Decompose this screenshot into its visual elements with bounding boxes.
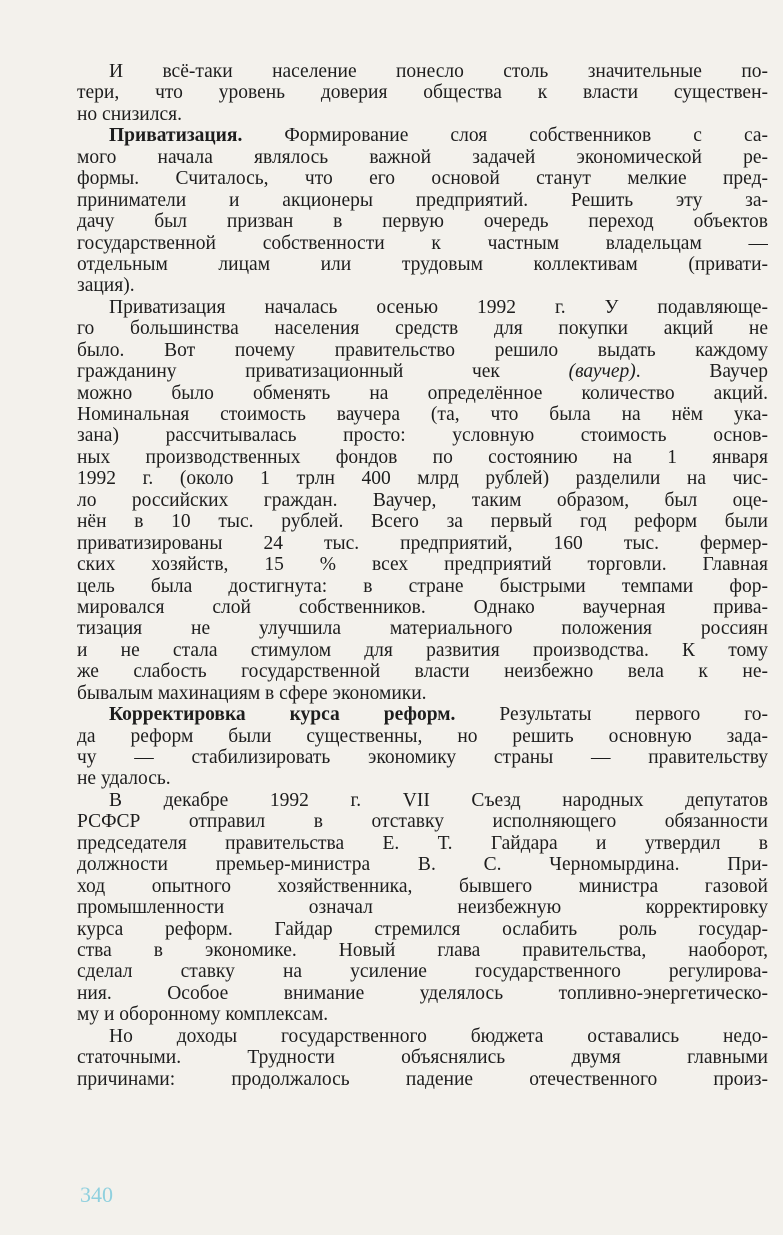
- text-line: [77, 404, 768, 425]
- text-run: цель была достигнута: в стране быстрыми темпами фор-: [77, 575, 768, 597]
- text-run: ло российских граждан. Ваучер, таким образом, был оце-: [77, 489, 768, 511]
- text-line: [77, 1047, 768, 1068]
- text-run: формы. Считалось, что его основой станут мелкие пред-: [77, 168, 768, 190]
- text-run: . Ваучер: [635, 361, 768, 383]
- text-line: [77, 233, 768, 254]
- section-heading: Корректировка курса реформ.: [109, 704, 456, 726]
- text-line: [77, 533, 768, 554]
- page-number: 340: [80, 1182, 113, 1207]
- text-line: [77, 747, 768, 768]
- italic-term: (ваучер): [568, 361, 636, 383]
- text-run: мировался слой собственников. Однако ваучерная прива-: [77, 596, 768, 618]
- text-line: [77, 919, 768, 940]
- text-run: отдельным лицам или трудовым коллективам (привати-: [77, 253, 768, 275]
- text-run: было. Вот почему правительство решило выдать каждому: [77, 339, 768, 361]
- text-run: зана) рассчитывалась просто: условную стоимость основ-: [77, 425, 768, 447]
- text-run: тери, что уровень доверия общества к власти существен-: [77, 82, 768, 104]
- text-line: [77, 768, 768, 789]
- text-line: [77, 833, 768, 854]
- text-run: го большинства населения средств для покупки акций не: [77, 318, 768, 340]
- text-line: [77, 511, 768, 532]
- text-line: [77, 1026, 768, 1047]
- text-line: [77, 190, 768, 211]
- text-run: не удалось.: [77, 768, 171, 790]
- text-run: мого начала являлось важной задачей экономической ре-: [77, 146, 768, 168]
- text-line: [77, 275, 768, 296]
- text-line: [77, 383, 768, 404]
- text-line: [77, 82, 768, 103]
- text-run: государственной собственности к частным владельцам —: [77, 232, 768, 254]
- text-run: курса реформ. Гайдар стремился ослабить роль государ-: [77, 918, 768, 940]
- body-text: [77, 61, 768, 1090]
- text-run: Приватизация началась осенью 1992 г. У подавляюще-: [109, 296, 768, 318]
- text-line: [77, 468, 768, 489]
- text-line: [77, 618, 768, 639]
- text-line: [77, 168, 768, 189]
- text-line: [77, 425, 768, 446]
- text-line: [77, 125, 768, 146]
- text-run: Номинальная стоимость ваучера (та, что была на нём ука-: [77, 404, 768, 425]
- text-run: приватизированы 24 тыс. предприятий, 160 тыс. фермер-: [77, 532, 768, 554]
- text-run: промышленности означал неизбежную корректировку: [77, 897, 768, 919]
- text-run: причинами: продолжалось падение отечественного произ-: [77, 1068, 768, 1090]
- text-line: [77, 726, 768, 747]
- text-run: Формирование слоя собственников с са-: [242, 125, 768, 147]
- text-run: В декабре 1992 г. VII Съезд народных депутатов: [109, 789, 768, 811]
- text-run: бывалым махинациям в сфере экономики.: [77, 682, 427, 704]
- text-run: можно было обменять на определённое количество акций.: [77, 382, 768, 404]
- text-line: [77, 554, 768, 575]
- text-line: [77, 876, 768, 897]
- text-run: чу — стабилизировать экономику страны — правительству: [77, 747, 768, 768]
- text-run: да реформ были существенны, но решить основную зада-: [77, 725, 768, 747]
- text-run: РСФСР отправил в отставку исполняющего обязанности: [77, 811, 768, 833]
- text-run: му и оборонному комплексам.: [77, 1004, 329, 1026]
- text-run: тизация не улучшила материального положения россиян: [77, 618, 768, 640]
- text-line: [77, 1004, 768, 1025]
- text-run: ства в экономике. Новый глава правительства, наоборот,: [77, 939, 768, 961]
- text-run: же слабость государственной власти неизбежно вела к не-: [77, 661, 768, 683]
- text-line: [77, 683, 768, 704]
- text-line: [77, 61, 768, 82]
- text-line: [77, 254, 768, 275]
- text-line: [77, 318, 768, 339]
- text-run: приниматели и акционеры предприятий. Решить эту за-: [77, 189, 768, 211]
- text-line: [77, 640, 768, 661]
- text-run: гражданину приватизационный чек: [77, 361, 569, 383]
- text-run: статочными. Трудности объяснялись двумя главными: [77, 1047, 768, 1069]
- text-line: [77, 1069, 768, 1090]
- text-run: председателя правительства Е. Т. Гайдара и утвердил в: [77, 832, 768, 854]
- text-line: [77, 361, 768, 382]
- text-run: сделал ставку на усиление государственного регулирова-: [77, 961, 768, 983]
- text-line: [77, 297, 768, 318]
- text-line: [77, 704, 768, 725]
- text-run: должности премьер-министра В. С. Черномырдина. При-: [77, 854, 768, 876]
- text-run: нён в 10 тыс. рублей. Всего за первый год реформ были: [77, 511, 768, 533]
- text-run: И всё-таки население понесло столь значительные по-: [109, 61, 768, 82]
- text-run: 1992 г. (около 1 трлн 400 млрд рублей) разделили на чис-: [77, 468, 768, 490]
- text-line: [77, 340, 768, 361]
- text-run: и не стала стимулом для развития производства. К тому: [77, 639, 768, 661]
- text-run: Результаты первого го-: [455, 704, 768, 726]
- text-line: [77, 447, 768, 468]
- text-run: зация).: [77, 275, 135, 297]
- text-line: [77, 940, 768, 961]
- text-line: [77, 897, 768, 918]
- text-run: ния. Особое внимание уделялось топливно-энергетическо-: [77, 982, 768, 1004]
- text-line: [77, 576, 768, 597]
- text-run: дачу был призван в первую очередь переход объектов: [77, 211, 768, 233]
- text-line: [77, 661, 768, 682]
- text-line: [77, 854, 768, 875]
- section-heading: Приватизация.: [109, 125, 243, 147]
- text-line: [77, 961, 768, 982]
- text-line: [77, 811, 768, 832]
- text-run: Но доходы государственного бюджета оставались недо-: [109, 1025, 768, 1047]
- text-run: ских хозяйств, 15 % всех предприятий торговли. Главная: [77, 554, 768, 576]
- text-line: [77, 790, 768, 811]
- text-line: [77, 490, 768, 511]
- text-line: [77, 211, 768, 232]
- text-line: [77, 147, 768, 168]
- text-run: ход опытного хозяйственника, бывшего министра газовой: [77, 875, 768, 897]
- text-line: [77, 597, 768, 618]
- text-run: но снизился.: [77, 103, 182, 125]
- text-run: ных производственных фондов по состоянию на 1 января: [77, 446, 768, 468]
- text-line: [77, 983, 768, 1004]
- text-line: [77, 104, 768, 125]
